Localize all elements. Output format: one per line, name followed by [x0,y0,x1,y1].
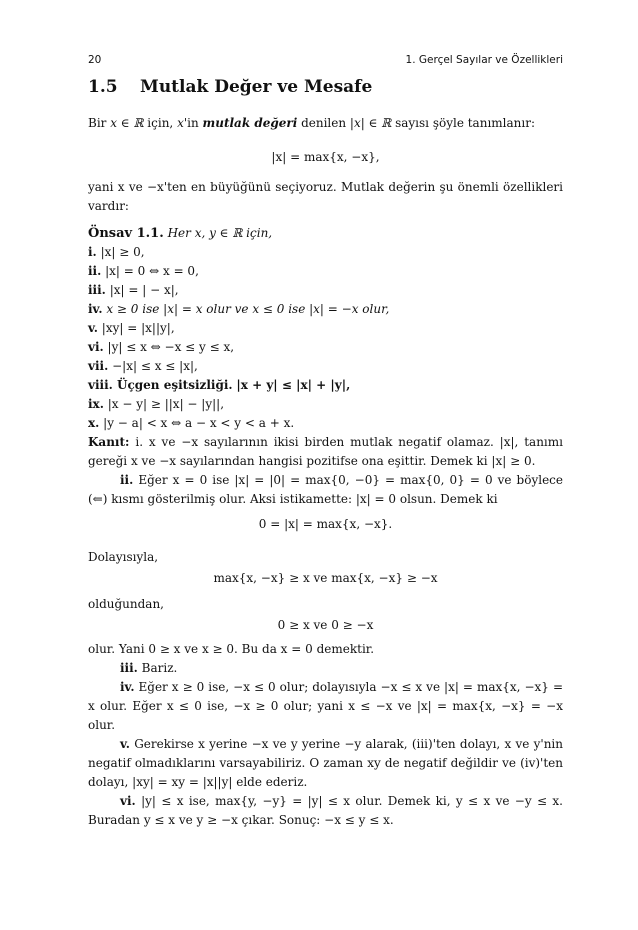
proposition-item [88,376,563,395]
proposition-item-text: |x − y| ≥ ||x| − |y||, [107,397,225,411]
proposition-item-text: −|x| ≤ x ≤ |x|, [112,359,198,373]
proposition-item [88,281,563,300]
proposition-item-label: iv. [88,302,103,316]
proposition [88,224,563,433]
proof-paragraph-2: ii. Eğer x = 0 ise |x| = |0| = max{0, −0} = max{0, 0} = 0 ve böylece (⇐) kısmı gösterilmiş olur. Aksi istikamette: |x| = 0 olsun. Demek ki [88,473,563,506]
proposition-item [88,395,563,414]
proposition-label: Önsav 1.1. [88,226,164,241]
proposition-statement: Her x, y ∈ ℝ için, [167,226,273,240]
proposition-item-label: vii. [88,359,109,373]
proposition-item [88,243,563,262]
proof-paragraph-3: olur. Yani 0 ≥ x ve x ≥ 0. Bu da x = 0 demektir. [88,642,375,656]
intro-sentence: Bir x ∈ ℝ için, x'in mutlak değeri denilen |x| ∈ ℝ sayısı şöyle tanımlanır: [88,116,535,130]
proposition-item-text: |x| ≥ 0, [100,245,145,259]
proof-formula-2: max{x, −x} ≥ x ve max{x, −x} ≥ −x [213,571,438,585]
proposition-item-text: |y − a| < x ⇔ a − x < y < a + x. [103,416,295,430]
proposition-item [88,300,563,319]
proposition-item-text: |x| = | − x|, [109,283,179,297]
abs-definition-formula: |x| = max{x, −x}, [271,150,380,164]
proposition-item [88,319,563,338]
section-title: Mutlak Değer ve Mesafe [140,77,373,97]
proposition-item-label: vi. [88,340,104,354]
proof-paragraph-4: iii. Bariz. [120,661,178,675]
section-number: 1.5 [88,77,118,97]
proposition-item-label: ii. [88,264,102,278]
defined-term: mutlak değeri [202,116,298,130]
proposition-item [88,357,563,376]
proposition-item-text: |x + y| ≤ |x| + |y|, [236,378,351,392]
proposition-item-label: x. [88,416,100,430]
proposition-item-text: |x| = 0 ⇔ x = 0, [105,264,199,278]
proof-oldugundan: olduğundan, [88,597,164,611]
proof-formula-1: 0 = |x| = max{x, −x}. [258,517,393,531]
proposition-item-label: ix. [88,397,104,411]
proposition-item-label: viii. Üçgen eşitsizliği. [88,378,233,392]
proposition-item-label: iii. [88,283,106,297]
proof-formula-3: 0 ≥ x ve 0 ≥ −x [277,618,374,632]
proposition-item-text: |y| ≤ x ⇔ −x ≤ y ≤ x, [107,340,235,354]
proposition-item [88,414,563,433]
intro-after: yani x ve −x'ten en büyüğünü seçiyoruz. Mutlak değerin şu önemli özellikleri vardır: [88,180,563,213]
proof-paragraph-7: vi. |y| ≤ x ise, max{y, −y} = |y| ≤ x olur. Demek ki, y ≤ x ve −y ≤ x. Buradan y ≤ x ve y ≥ −x çıkar. Sonuç: −x ≤ y ≤ x. [88,794,563,827]
running-header: 1. Gerçel Sayılar ve Özellikleri [405,54,563,66]
proof-paragraph-5: iv. Eğer x ≥ 0 ise, −x ≤ 0 olur; dolayısıyla −x ≤ x ve |x| = max{x, −x} = x olur. Eğer x ≤ 0 ise, −x ≥ 0 olur; yani x ≤ −x ve |x| = max{x, −x} = −x olur. [88,680,563,732]
proposition-item [88,262,563,281]
proposition-item-text: x ≥ 0 ise |x| = x olur ve x ≤ 0 ise |x| = −x olur, [106,302,390,316]
proposition-item-label: v. [88,321,98,335]
proposition-item-label: i. [88,245,97,259]
section-heading [88,77,372,97]
proposition-item [88,338,563,357]
proof-paragraph-1: Kanıt: i. x ve −x sayılarının ikisi birden mutlak negatif olamaz. |x|, tanımı gereği x ve −x sayılarından hangisi pozitifse ona eşittir. Demek ki |x| ≥ 0. [88,435,563,468]
page-number: 20 [88,54,102,66]
proof-dolayisiyla: Dolayısıyla, [88,550,159,564]
proposition-item-text: |xy| = |x||y|, [101,321,175,335]
proof-paragraph-6: v. Gerekirse x yerine −x ve y yerine −y alarak, (iii)'ten dolayı, x ve y'nin negatif olmadıklarını varsayabiliriz. O zaman xy de negatif değildir ve (iv)'ten dolayı, |xy| = xy = |x||y| elde ederiz. [88,737,563,789]
